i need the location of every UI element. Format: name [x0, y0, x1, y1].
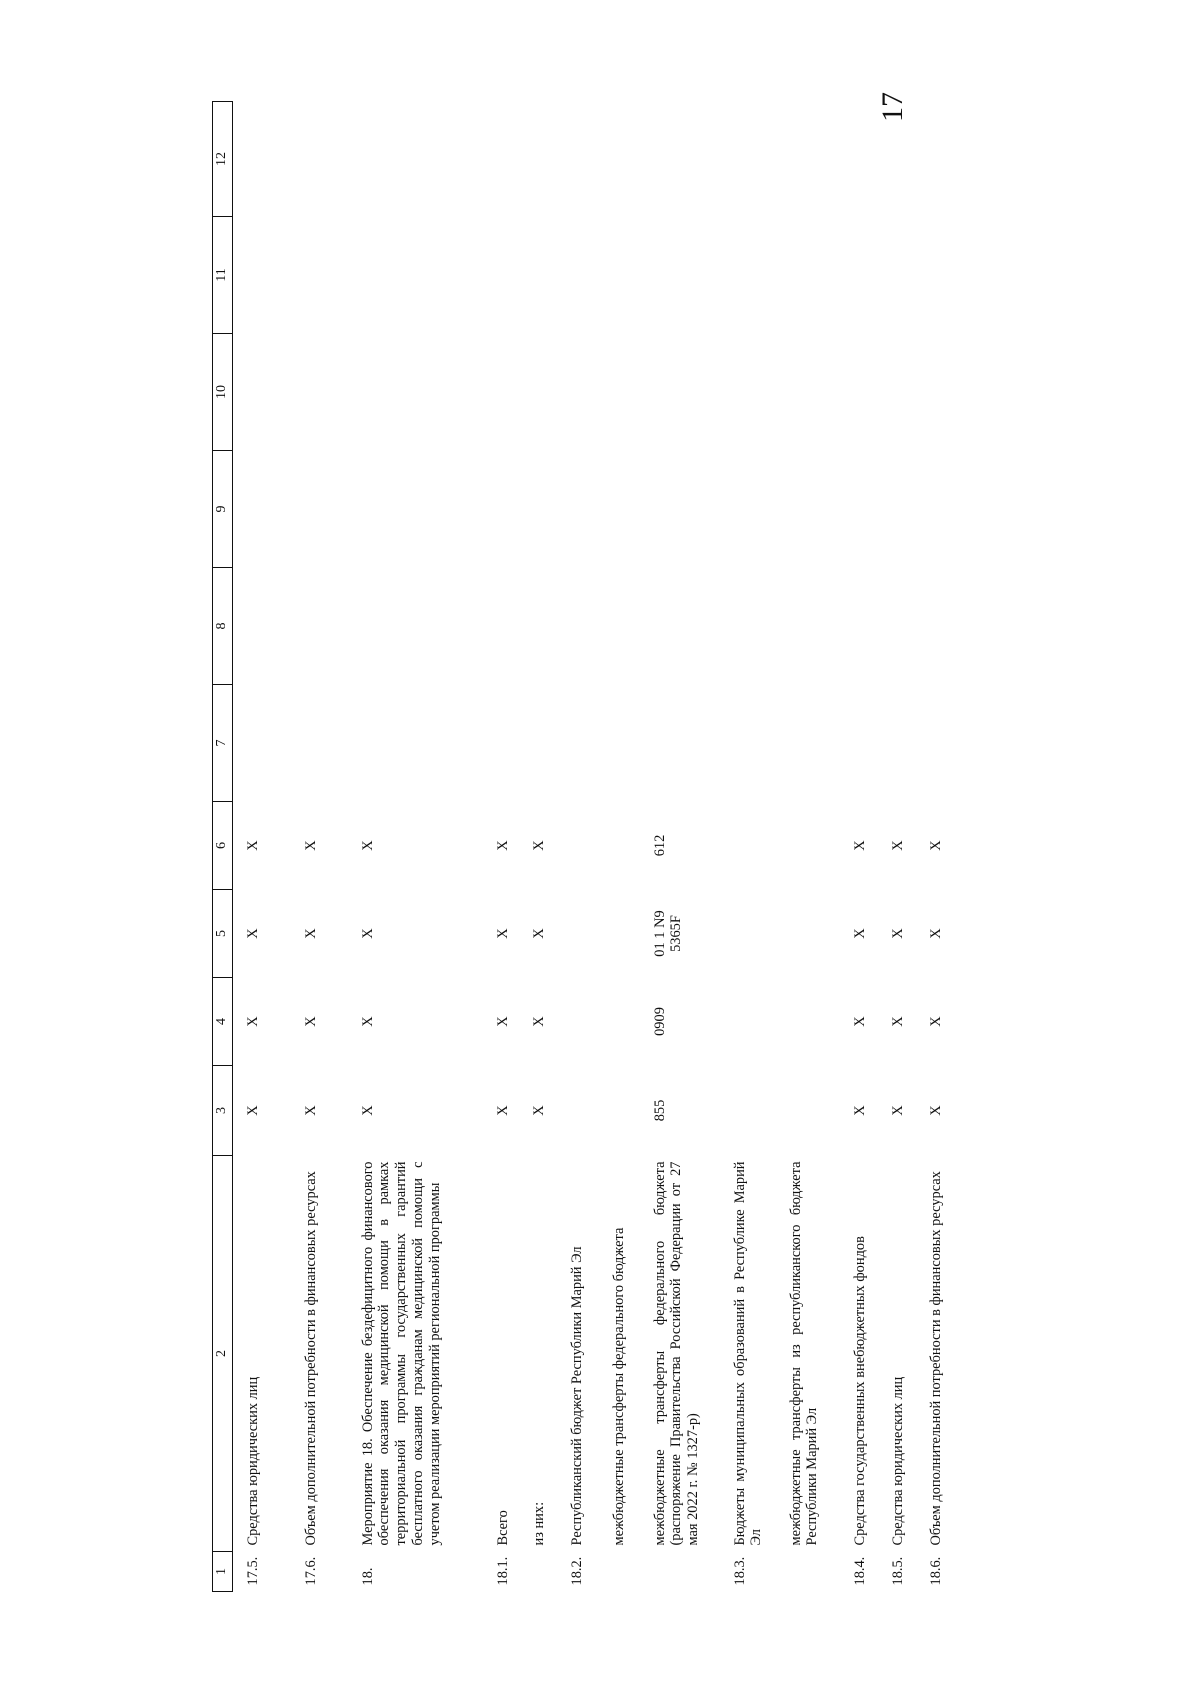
- header-cell: 10: [213, 334, 233, 451]
- cell-col3: 855: [651, 1099, 668, 1122]
- cell-col6: X: [889, 840, 906, 851]
- row-number: 18.2.: [568, 1556, 585, 1586]
- header-cell: 1: [213, 1552, 233, 1592]
- cell-col3: X: [359, 1105, 376, 1116]
- budget-table: [212, 101, 974, 1592]
- header-cell: 6: [213, 802, 233, 890]
- row-number: 18.3.: [731, 1556, 748, 1586]
- header-cell: 11: [213, 217, 233, 334]
- row-number: 18.4.: [851, 1556, 868, 1586]
- cell-col6: [601, 802, 642, 890]
- row-number: [642, 1552, 722, 1592]
- row-name: Бюджеты муниципальных образований в Республике Марий Эл: [731, 1161, 765, 1546]
- cell-col5: X: [494, 928, 511, 939]
- header-cell: 12: [213, 102, 233, 217]
- cell-col4: X: [851, 1016, 868, 1027]
- cell-col5: [559, 890, 601, 978]
- row-name: межбюджетные трансферты федерального бюджета (распоряжение Правительства Российской Федерации от 27 мая 2022 г. № 1327-р): [651, 1161, 702, 1546]
- header-cell: 3: [213, 1066, 233, 1156]
- cell-col6: X: [359, 840, 376, 851]
- header-cell: 9: [213, 451, 233, 568]
- cell-col5: X: [302, 928, 319, 939]
- cell-col3: X: [494, 1105, 511, 1116]
- row-name: Мероприятие 18. Обеспечение бездефицитного финансового обеспечения оказания медицинской помощи в рамках территориальной программы государственных гарантий бесплатного оказания гражданам медицинской помощи с учетом реализации мероприятий региональной программы: [359, 1161, 444, 1546]
- row-name: Объем дополнительной потребности в финансовых ресурсах: [302, 1171, 319, 1546]
- cell-col3: [559, 1066, 601, 1156]
- cell-col6: X: [494, 840, 511, 851]
- cell-col6: X: [530, 840, 547, 851]
- row-name: из них:: [530, 1501, 547, 1546]
- cell-col4: 0909: [651, 1007, 668, 1036]
- cell-col4: X: [359, 1016, 376, 1027]
- cell-col5: X: [530, 928, 547, 939]
- cell-col4: [559, 978, 601, 1066]
- cell-col3: X: [851, 1105, 868, 1116]
- row-name: Республиканский бюджет Республики Марий Эл: [568, 1246, 585, 1546]
- table-row: [842, 102, 880, 1592]
- cell-col4: [778, 978, 842, 1066]
- table-row: [601, 102, 642, 1592]
- row-number: 18.1.: [494, 1556, 511, 1586]
- row-number: 18.: [359, 1567, 376, 1586]
- row-name: межбюджетные трансферты из республиканского бюджета Республики Марий Эл: [787, 1161, 821, 1546]
- cell-col5: X: [889, 928, 906, 939]
- cell-col3: X: [927, 1105, 944, 1116]
- cell-col6: X: [302, 840, 319, 851]
- table-row: [778, 102, 842, 1592]
- cell-col4: X: [530, 1016, 547, 1027]
- cell-col6: [559, 802, 601, 890]
- table-row: [722, 102, 778, 1592]
- row-name: Средства юридических лиц: [245, 1376, 261, 1546]
- cell-col4: [722, 978, 778, 1066]
- rotated-table-container: [212, 102, 1012, 1592]
- cell-col3: X: [530, 1105, 547, 1116]
- row-name: Объем дополнительной потребности в финансовых ресурсах: [927, 1171, 944, 1546]
- row-number: 17.6.: [302, 1556, 319, 1586]
- cell-col3: [778, 1066, 842, 1156]
- cell-col3: [601, 1066, 642, 1156]
- cell-col4: X: [245, 1016, 261, 1027]
- cell-col5: [722, 890, 778, 978]
- cell-col6: X: [245, 840, 261, 851]
- cell-col5: X: [927, 928, 944, 939]
- cell-col6: [778, 802, 842, 890]
- row-number: [601, 1552, 642, 1592]
- header-row: [213, 102, 233, 1592]
- row-number: 17.5.: [245, 1556, 261, 1586]
- cell-col5: [778, 890, 842, 978]
- table-row: [485, 102, 521, 1592]
- cell-col3: [722, 1066, 778, 1156]
- cell-col3: X: [302, 1105, 319, 1116]
- row-number: [778, 1552, 842, 1592]
- cell-col3: X: [889, 1105, 906, 1116]
- header-cell: 8: [213, 568, 233, 685]
- cell-col6: X: [851, 840, 868, 851]
- row-number: 18.6.: [927, 1556, 944, 1586]
- header-cell: 5: [213, 890, 233, 978]
- cell-col3: X: [245, 1105, 261, 1116]
- table-row: [293, 102, 350, 1592]
- table-row: [521, 102, 559, 1592]
- cell-col6: X: [927, 840, 944, 851]
- table-row: [350, 102, 485, 1592]
- table-row: [918, 102, 974, 1592]
- cell-col5: X: [359, 928, 376, 939]
- cell-col5: X: [851, 928, 868, 939]
- header-cell: 2: [213, 1156, 233, 1552]
- cell-col4: X: [302, 1016, 319, 1027]
- row-name: Средства юридических лиц: [889, 1376, 906, 1546]
- cell-col4: X: [889, 1016, 906, 1027]
- page-number: 17: [876, 92, 909, 122]
- row-name: межбюджетные трансферты федерального бюджета: [610, 1227, 627, 1546]
- row-number: [521, 1552, 559, 1592]
- cell-col6: 612: [651, 834, 668, 857]
- cell-col4: [601, 978, 642, 1066]
- table-row: [880, 102, 918, 1592]
- row-name: Всего: [494, 1510, 511, 1546]
- cell-col5: [601, 890, 642, 978]
- table-row: [559, 102, 601, 1592]
- cell-col5: X: [245, 928, 261, 939]
- table-row: [233, 102, 293, 1592]
- header-cell: 7: [213, 685, 233, 802]
- cell-col4: X: [494, 1016, 511, 1027]
- cell-col5: 01 1 N9 5365F: [651, 910, 685, 957]
- row-name: Средства государственных внебюджетных фондов: [851, 1236, 868, 1546]
- table-row: [642, 102, 722, 1592]
- row-number: 18.5.: [889, 1556, 906, 1586]
- cell-col4: X: [927, 1016, 944, 1027]
- cell-col6: [722, 802, 778, 890]
- header-cell: 4: [213, 978, 233, 1066]
